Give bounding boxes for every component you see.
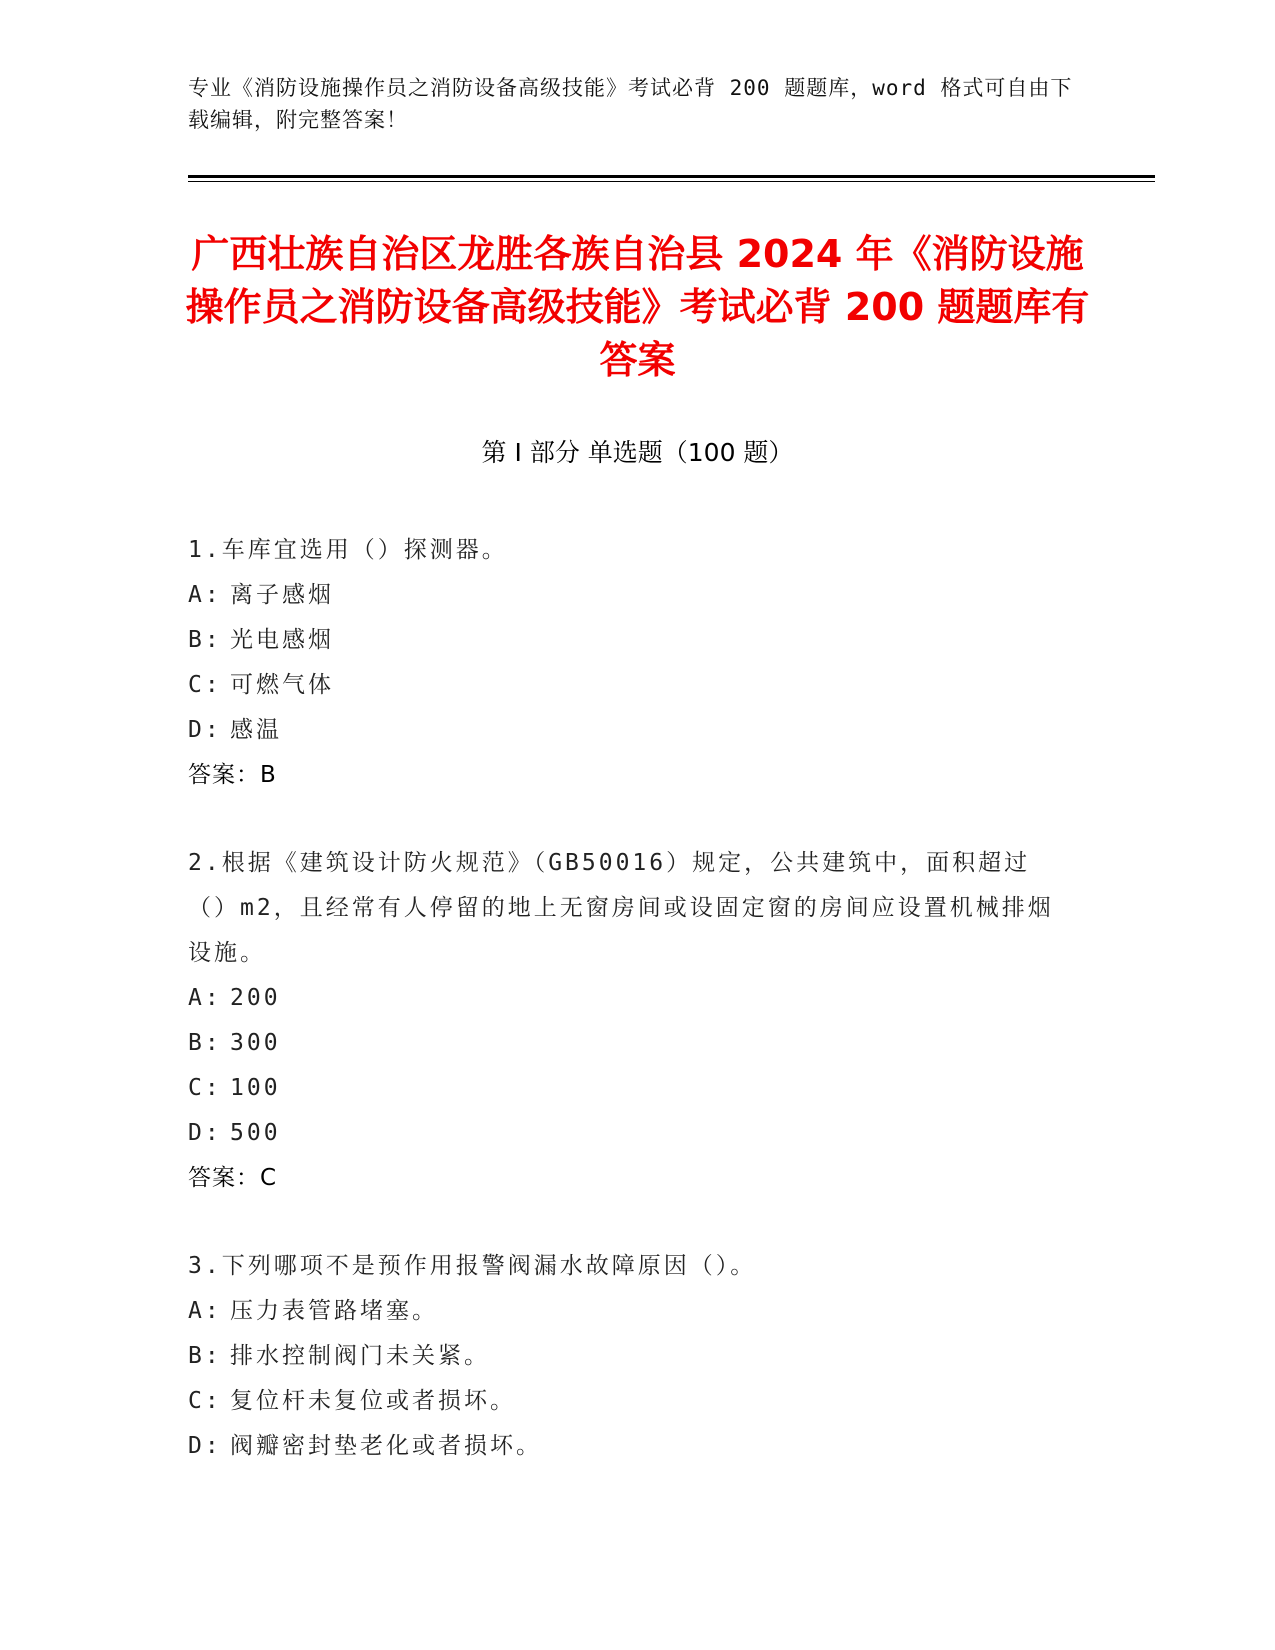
question-list: [188, 528, 1068, 1512]
option-c: [188, 663, 1068, 708]
option-b: [188, 1334, 1068, 1379]
option-text: 离子感烟: [230, 582, 334, 608]
option-letter: B:: [188, 1030, 222, 1056]
question-stem: 1.车库宜选用（）探测器。: [188, 537, 508, 563]
option-b: [188, 1021, 1068, 1066]
option-text: 可燃气体: [230, 672, 334, 698]
header-divider-thin: [188, 181, 1155, 182]
option-d: [188, 708, 1068, 753]
option-d: [188, 1424, 1068, 1469]
option-text: 200: [230, 985, 281, 1011]
option-text: 阀瓣密封垫老化或者损坏。: [230, 1433, 542, 1459]
answer-line: 答案：B: [188, 762, 277, 788]
option-letter: A:: [188, 985, 222, 1011]
option-text: 感温: [230, 717, 282, 743]
option-letter: D:: [188, 1433, 222, 1459]
option-text: 300: [230, 1030, 281, 1056]
option-letter: B:: [188, 1343, 222, 1369]
option-b: [188, 618, 1068, 663]
option-text: 排水控制阀门未关紧。: [230, 1343, 490, 1369]
question-1: [188, 528, 1068, 798]
option-a: [188, 1289, 1068, 1334]
option-letter: C:: [188, 672, 222, 698]
option-c: [188, 1379, 1068, 1424]
option-letter: A:: [188, 1298, 222, 1324]
intro-text: 专业《消防设施操作员之消防设备高级技能》考试必背 200 题题库，word 格式可自由下载编辑，附完整答案！: [188, 76, 1073, 132]
question-2: [188, 841, 1068, 1201]
question-stem: 3.下列哪项不是预作用报警阀漏水故障原因（）。: [188, 1253, 757, 1279]
answer-line: 答案：C: [188, 1165, 278, 1191]
option-text: 光电感烟: [230, 627, 334, 653]
option-letter: C:: [188, 1388, 222, 1414]
option-a: [188, 976, 1068, 1021]
question-3: [188, 1244, 1068, 1469]
option-letter: D:: [188, 717, 222, 743]
option-letter: D:: [188, 1120, 222, 1146]
option-letter: C:: [188, 1075, 222, 1101]
option-text: 复位杆未复位或者损坏。: [230, 1388, 516, 1414]
option-letter: A:: [188, 582, 222, 608]
document-title: 广西壮族自治区龙胜各族自治县 2024 年《消防设施操作员之消防设备高级技能》考试必背 200 题题库有答案: [185, 232, 1090, 382]
section-heading: 第 I 部分 单选题（100 题）: [481, 438, 794, 467]
option-text: 100: [230, 1075, 281, 1101]
header-divider-thick: [188, 175, 1155, 178]
option-text: 500: [230, 1120, 281, 1146]
option-c: [188, 1066, 1068, 1111]
option-d: [188, 1111, 1068, 1156]
option-a: [188, 573, 1068, 618]
option-text: 压力表管路堵塞。: [230, 1298, 438, 1324]
question-stem: 2.根据《建筑设计防火规范》（GB50016）规定，公共建筑中，面积超过（）m2，且经常有人停留的地上无窗房间或设固定窗的房间应设置机械排烟设施。: [188, 850, 1054, 966]
option-letter: B:: [188, 627, 222, 653]
